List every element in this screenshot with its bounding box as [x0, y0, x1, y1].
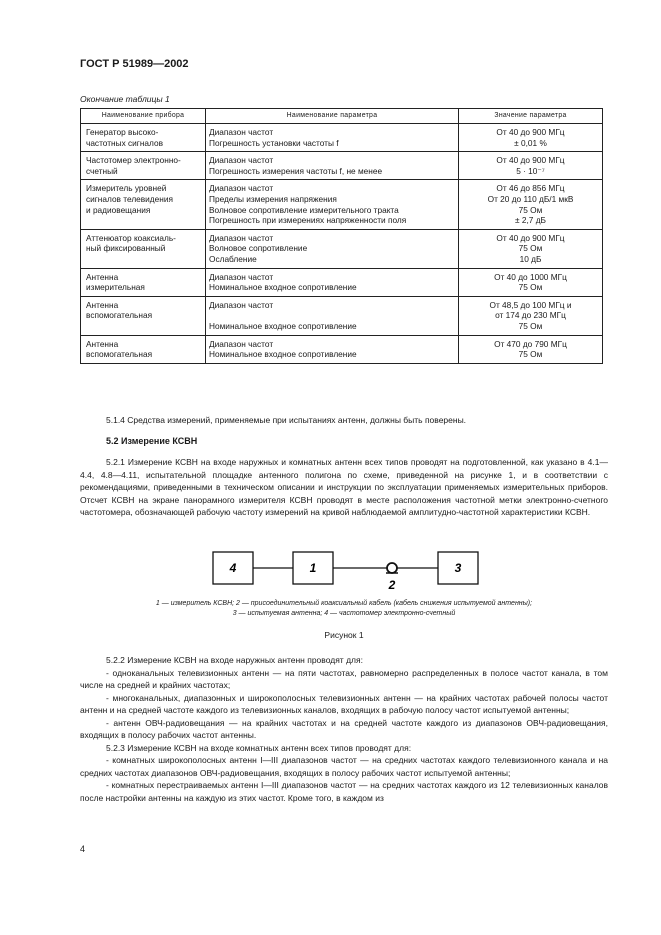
table-row	[81, 180, 603, 229]
table-row	[81, 152, 603, 180]
table-caption: Окончание таблицы 1	[80, 94, 170, 104]
block-3-label: 3	[454, 561, 462, 575]
block-1-label: 1	[309, 561, 317, 575]
column-header-value: Значение параметра	[459, 109, 603, 124]
paragraphs-5-2-2-5-2-3	[80, 654, 608, 804]
value-cell: От 40 до 1000 МГц 75 Ом	[459, 268, 603, 296]
device-cell: Частотомер электронно- счетный	[81, 152, 206, 180]
parameter-cell: Диапазон частот Волновое сопротивление Ослабление	[206, 229, 459, 268]
value-cell: От 48,5 до 100 МГц и от 174 до 230 МГц 75 Ом	[459, 296, 603, 335]
paragraph-5-1-4: 5.1.4 Средства измерений, применяемые при испытаниях антенн, должны быть поверены.	[106, 415, 467, 425]
table-row	[81, 335, 603, 363]
list-item: - комнатных перестраиваемых антенн I—III диапазонов частот — на средних частотах каждого из 12 телевизионных каналов после настройки антенны на каждую из этих частот. Кроме того, в каждом из	[80, 780, 608, 803]
figure-title: Рисунок 1	[324, 630, 364, 640]
value-cell: От 470 до 790 МГц 75 Ом	[459, 335, 603, 363]
page-number: 4	[80, 844, 86, 854]
value-cell: От 46 до 856 МГц От 20 до 110 дБ/1 мкВ 75 Ом ± 2,7 дБ	[459, 180, 603, 229]
block-4-label: 4	[229, 561, 237, 575]
parameter-cell: Диапазон частот Погрешность измерения частоты f, не менее	[206, 152, 459, 180]
value-cell: От 40 до 900 МГц 75 Ом 10 дБ	[459, 229, 603, 268]
table-row	[81, 229, 603, 268]
measurement-scheme-diagram	[80, 545, 608, 600]
table-row	[81, 268, 603, 296]
equipment-table	[80, 108, 603, 364]
table-row	[81, 124, 603, 152]
device-cell: Аттенюатор коаксиаль- ный фиксированный	[81, 229, 206, 268]
paragraph-5-2-3: 5.2.3 Измерение КСВН на входе комнатных антенн всех типов проводят для:	[106, 742, 412, 753]
device-cell: Антенна вспомогательная	[81, 296, 206, 335]
list-item: - многоканальных, диапазонных и широкополосных телевизионных антенн — на крайних частотах рабочей полосы частот антенн и на средней частоте каждого из телевизионных каналов, входящих в рабочую полосу частот испытуемой антенны;	[80, 692, 608, 715]
device-cell: Антенна измерительная	[81, 268, 206, 296]
parameter-cell: Диапазон частот Номинальное входное сопротивление	[206, 296, 459, 335]
document-code: ГОСТ Р 51989—2002	[80, 58, 189, 70]
parameter-cell: Диапазон частот Номинальное входное сопротивление	[206, 268, 459, 296]
paragraph-5-2-2: 5.2.2 Измерение КСВН на входе наружных антенн проводят для:	[106, 655, 363, 665]
figure-legend: 1 — измеритель КСВН; 2 — присоединительный коаксиальный кабель (кабель снижения испытуемой антенны); 3 — испытуемая антенна; 4 — частотомер электронно-счетный	[155, 600, 533, 617]
list-item: - одноканальных телевизионных антенн — на пяти частотах, равномерно распределенных в полосе частот канала, в том числе на средней и крайних частотах;	[80, 667, 608, 690]
parameter-cell: Диапазон частот Пределы измерения напряжения Волновое сопротивление измерительного тракта Погрешность при измерениях напряженности поля	[206, 180, 459, 229]
table-header-row	[81, 109, 603, 124]
parameter-cell: Диапазон частот Погрешность установки частоты f	[206, 124, 459, 152]
list-item: - антенн ОВЧ-радиовещания — на крайних частотах и на средней частоте каждого из диапазонов ОВЧ-радиовещания, входящих в полосу рабочих частот антенны.	[80, 717, 608, 740]
parameter-cell: Диапазон частот Номинальное входное сопротивление	[206, 335, 459, 363]
paragraph-5-2-1: 5.2.1 Измерение КСВН на входе наружных и комнатных антенн всех типов проводят на подготовленной, как указано в 4.1—4.4, 4.8—4.11, испытательной площадке антенного полигона по схеме, приведенной на рисунке 1, и в соответствии с рекомендациями, приведенными в техническом описании и инструкции по эксплуатации применяемых измерительных приборов. Отсчет КСВН на экране панорамного измерителя КСВН проводят в месте расположения частотной метки электронно-счетного частотомера, обозначающей рабочую частоту измерений на кривой наблюдаемой амплитудно-частотной характеристики КСВН.	[80, 457, 608, 517]
section-title: 5.2 Измерение КСВН	[106, 436, 198, 446]
device-cell: Измеритель уровней сигналов телевидения и радиовещания	[81, 180, 206, 229]
table-row	[81, 296, 603, 335]
list-item: - комнатных широкополосных антенн I—III диапазонов частот — на средних частотах каждого телевизионного канала и на средних частотах диапазонов ОВЧ-радиовещания, входящих в полосу рабочих частот испытуемой антенны;	[80, 755, 608, 778]
value-cell: От 40 до 900 МГц 5 · 10⁻⁷	[459, 152, 603, 180]
column-header-parameter: Наименование параметра	[206, 109, 459, 124]
column-header-device: Наименование прибора	[81, 109, 206, 124]
device-cell: Генератор высоко- частотных сигналов	[81, 124, 206, 152]
cable-connector-icon	[387, 563, 397, 573]
value-cell: От 40 до 900 МГц ± 0,01 %	[459, 124, 603, 152]
cable-label: 2	[388, 578, 396, 592]
device-cell: Антенна вспомогательная	[81, 335, 206, 363]
